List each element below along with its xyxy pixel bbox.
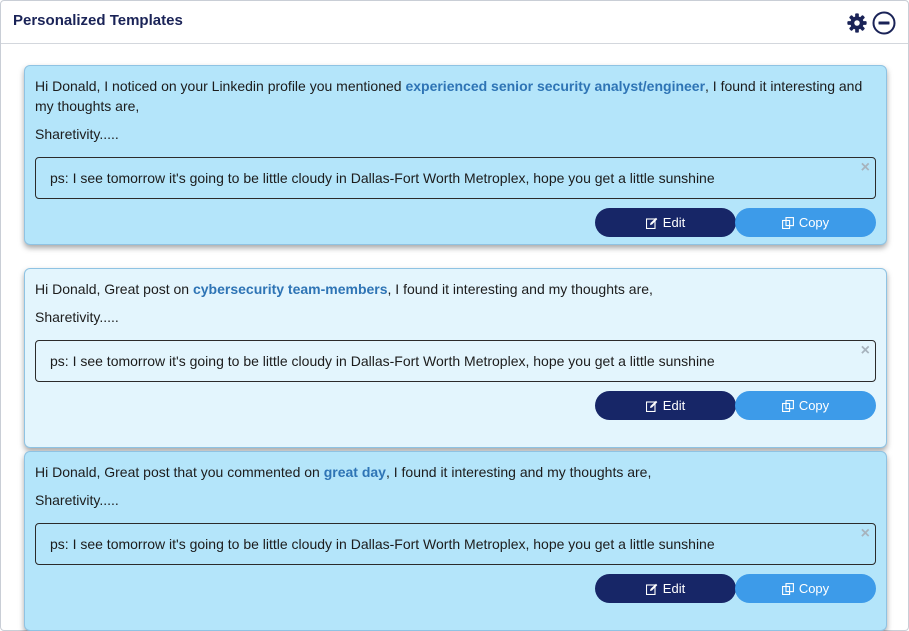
template-card[interactable] <box>24 65 887 245</box>
gear-icon[interactable] <box>845 11 869 35</box>
edit-button[interactable] <box>595 208 736 237</box>
message-intro: Hi Donald, Great post that you commented on <box>35 464 324 480</box>
signature: Sharetivity..... <box>35 492 119 508</box>
copy-icon <box>782 400 794 412</box>
signature: Sharetivity..... <box>35 126 119 142</box>
message-outro: , I found it interesting and my thoughts are, <box>385 464 652 480</box>
copy-label: Copy <box>798 398 830 413</box>
close-icon[interactable]: × <box>860 525 870 542</box>
copy-icon <box>782 217 794 229</box>
panel-header <box>1 1 908 44</box>
copy-button[interactable] <box>735 574 876 603</box>
ps-text: ps: I see tomorrow it's going to be little cloudy in Dallas-Fort Worth Metroplex, hope you get a little sunshine <box>50 170 715 186</box>
template-message <box>35 279 876 299</box>
edit-label: Edit <box>662 398 686 413</box>
edit-icon <box>646 400 658 412</box>
minus-circle-icon[interactable] <box>872 11 896 35</box>
ps-text: ps: I see tomorrow it's going to be little cloudy in Dallas-Fort Worth Metroplex, hope you get a little sunshine <box>50 353 715 369</box>
template-message <box>35 76 876 116</box>
message-keyword: cybersecurity team-members <box>192 281 388 297</box>
message-intro: Hi Donald, I noticed on your Linkedin profile you mentioned <box>35 78 406 94</box>
edit-button[interactable] <box>595 391 736 420</box>
message-outro: , I found it interesting and my thoughts are, <box>387 281 653 297</box>
copy-button[interactable] <box>735 391 876 420</box>
ps-text: ps: I see tomorrow it's going to be little cloudy in Dallas-Fort Worth Metroplex, hope you get a little sunshine <box>50 536 715 552</box>
copy-label: Copy <box>798 215 830 230</box>
close-icon[interactable]: × <box>860 342 870 359</box>
close-icon[interactable]: × <box>860 159 870 176</box>
ps-note[interactable] <box>35 523 876 565</box>
copy-button[interactable] <box>735 208 876 237</box>
message-intro: Hi Donald, Great post on <box>35 281 193 297</box>
template-card[interactable] <box>24 268 887 448</box>
copy-icon <box>782 583 794 595</box>
copy-label: Copy <box>798 581 830 596</box>
template-message <box>35 462 876 482</box>
panel-title: Personalized Templates <box>13 12 183 29</box>
template-card[interactable] <box>24 451 887 631</box>
ps-note[interactable] <box>35 340 876 382</box>
message-keyword: experienced senior security analyst/engineer <box>405 78 706 94</box>
edit-button[interactable] <box>595 574 736 603</box>
edit-label: Edit <box>662 581 686 596</box>
message-outro: , I found it interesting and my thoughts are, <box>35 78 863 114</box>
ps-note[interactable] <box>35 157 876 199</box>
edit-label: Edit <box>662 215 686 230</box>
edit-icon <box>646 217 658 229</box>
message-keyword: great day <box>323 464 386 480</box>
signature: Sharetivity..... <box>35 309 119 325</box>
edit-icon <box>646 583 658 595</box>
